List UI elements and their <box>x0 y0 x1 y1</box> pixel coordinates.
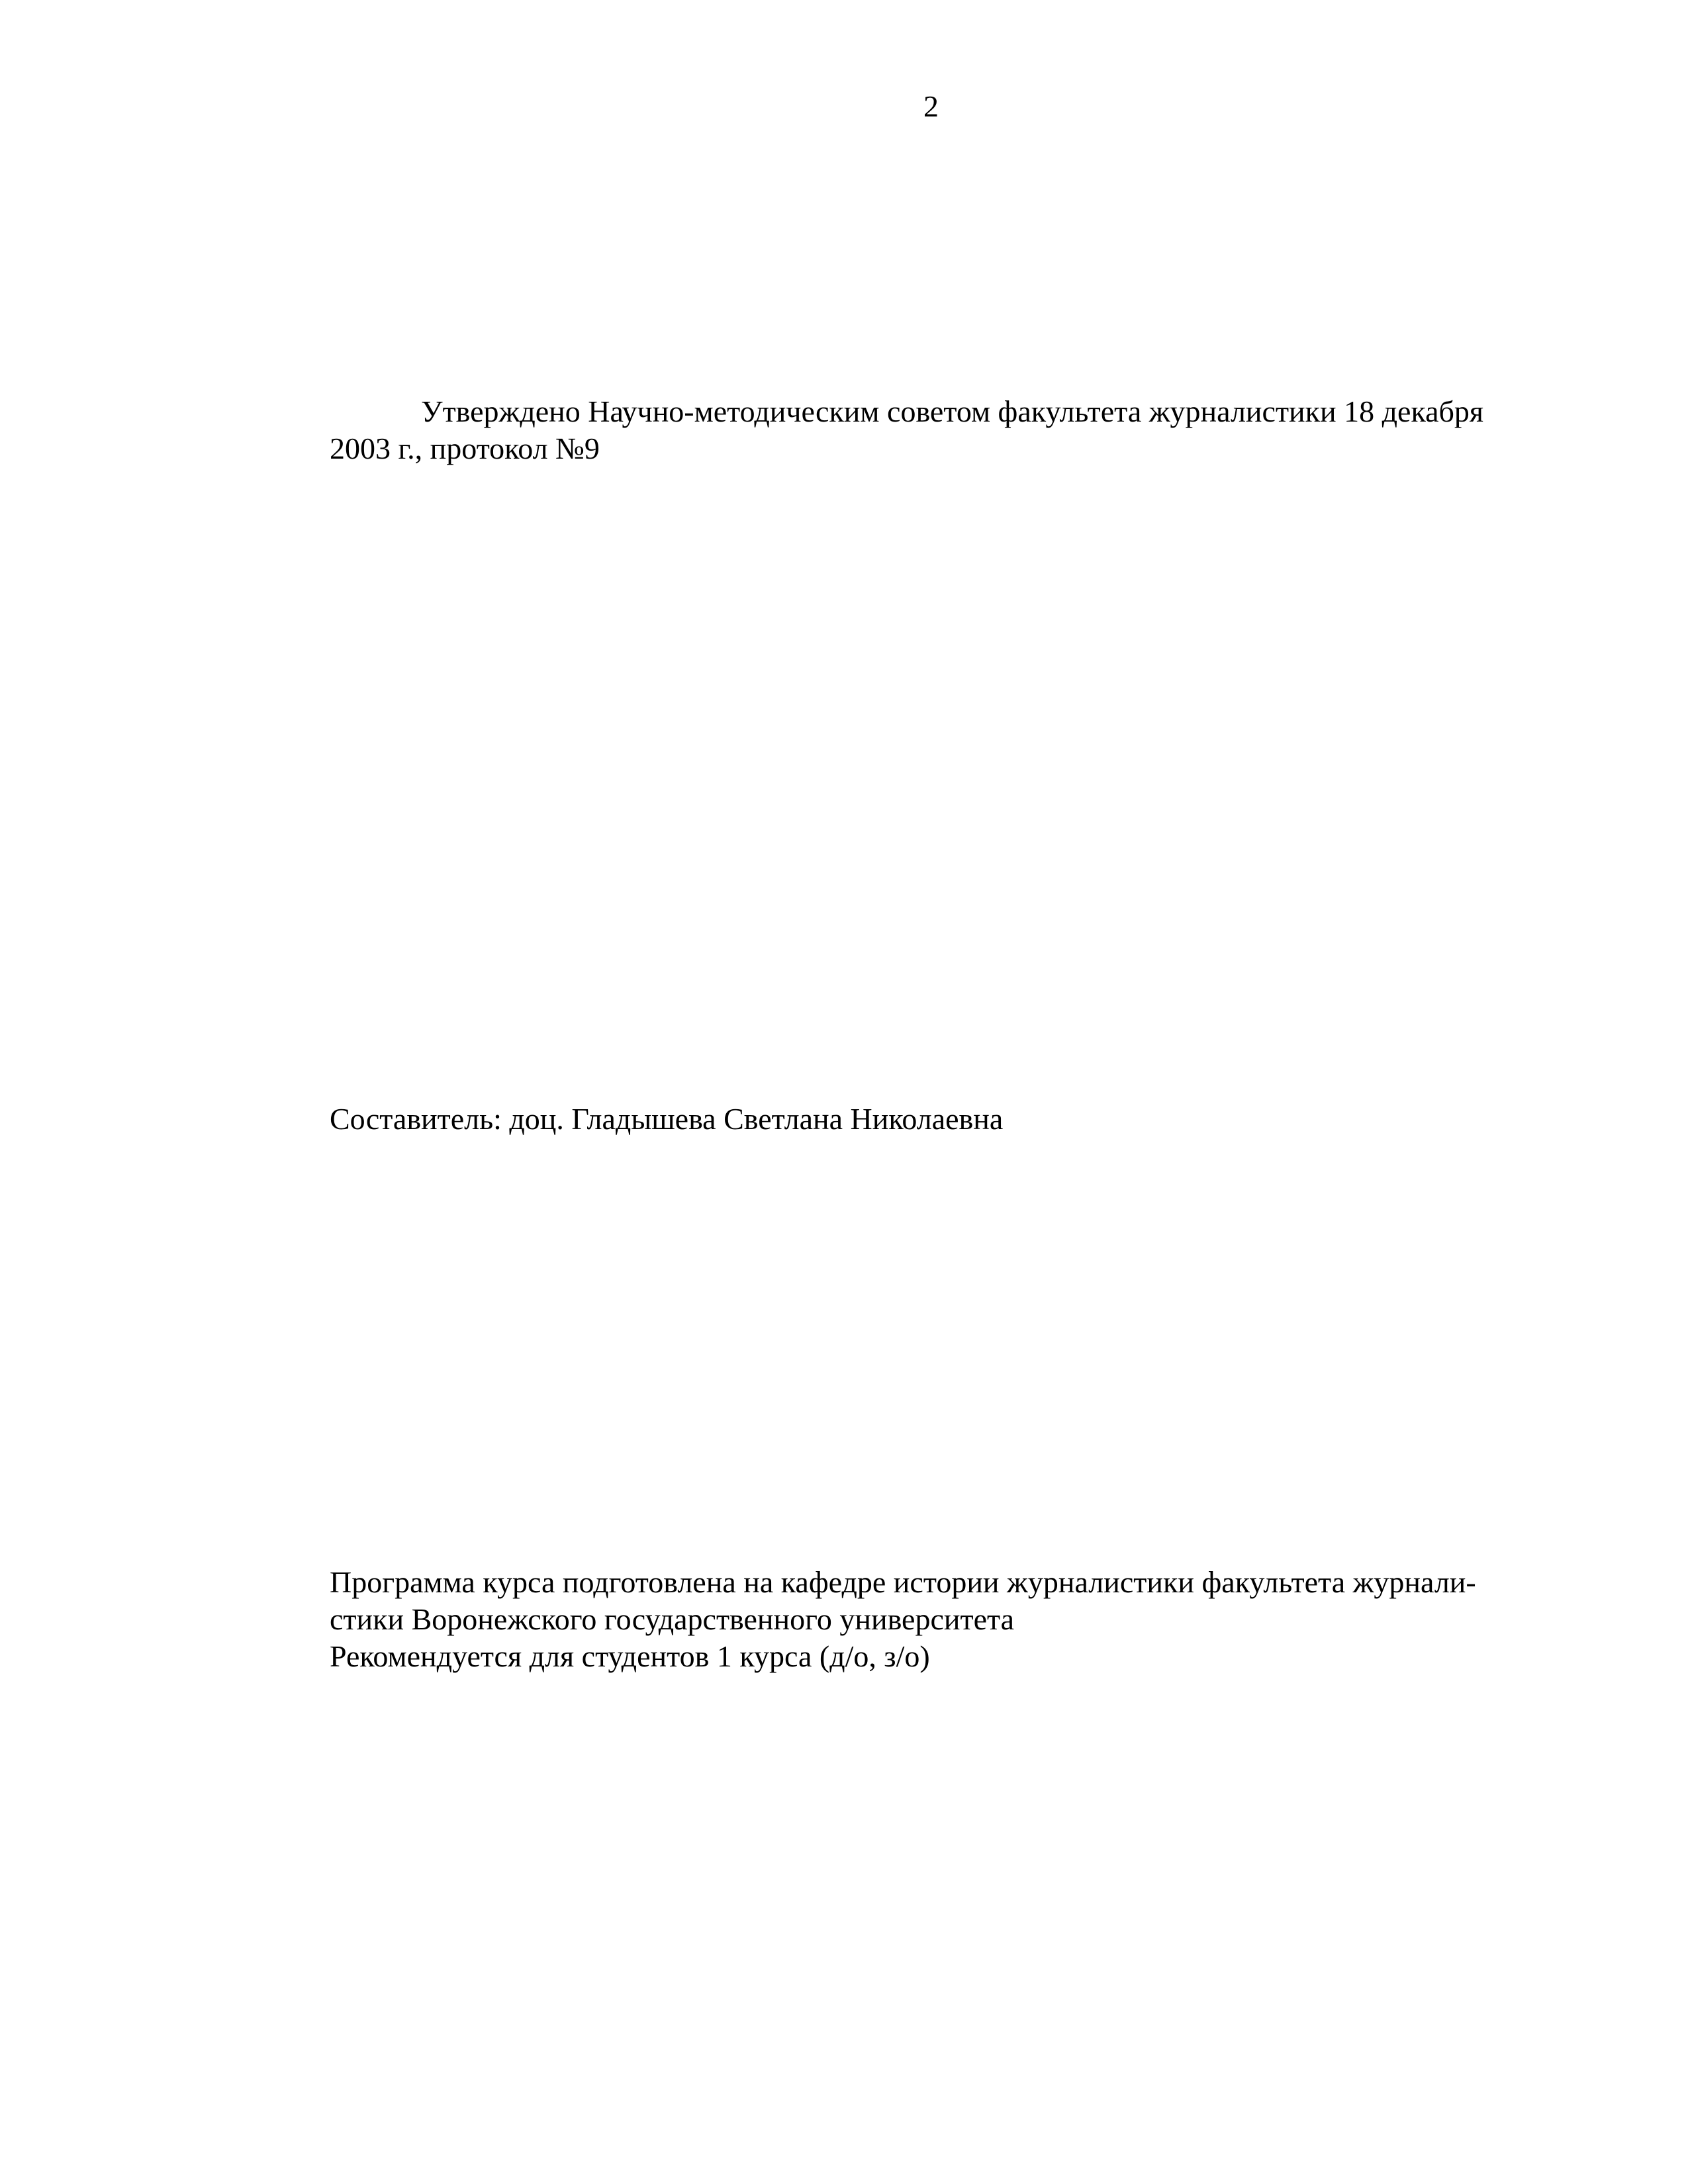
approval-line-1: Утверждено Научно-методическим советом факультета журналистики 18 декабря <box>421 394 1484 428</box>
program-line-3: Рекомендуется для студентов 1 курса (д/о, з/о) <box>330 1639 930 1673</box>
compiler-paragraph <box>330 1101 1508 1138</box>
approval-paragraph <box>330 393 1508 467</box>
compiler-line: Составитель: доц. Гладышева Светлана Николаевна <box>330 1102 1004 1136</box>
approval-line-2: 2003 г., протокол №9 <box>330 432 600 465</box>
program-line-1: Программа курса подготовлена на кафедре истории журналистики факультета журнали- <box>330 1565 1476 1599</box>
page-number: 2 <box>923 89 939 123</box>
program-paragraph <box>330 1564 1508 1675</box>
program-line-2: стики Воронежского государственного университета <box>330 1602 1015 1636</box>
